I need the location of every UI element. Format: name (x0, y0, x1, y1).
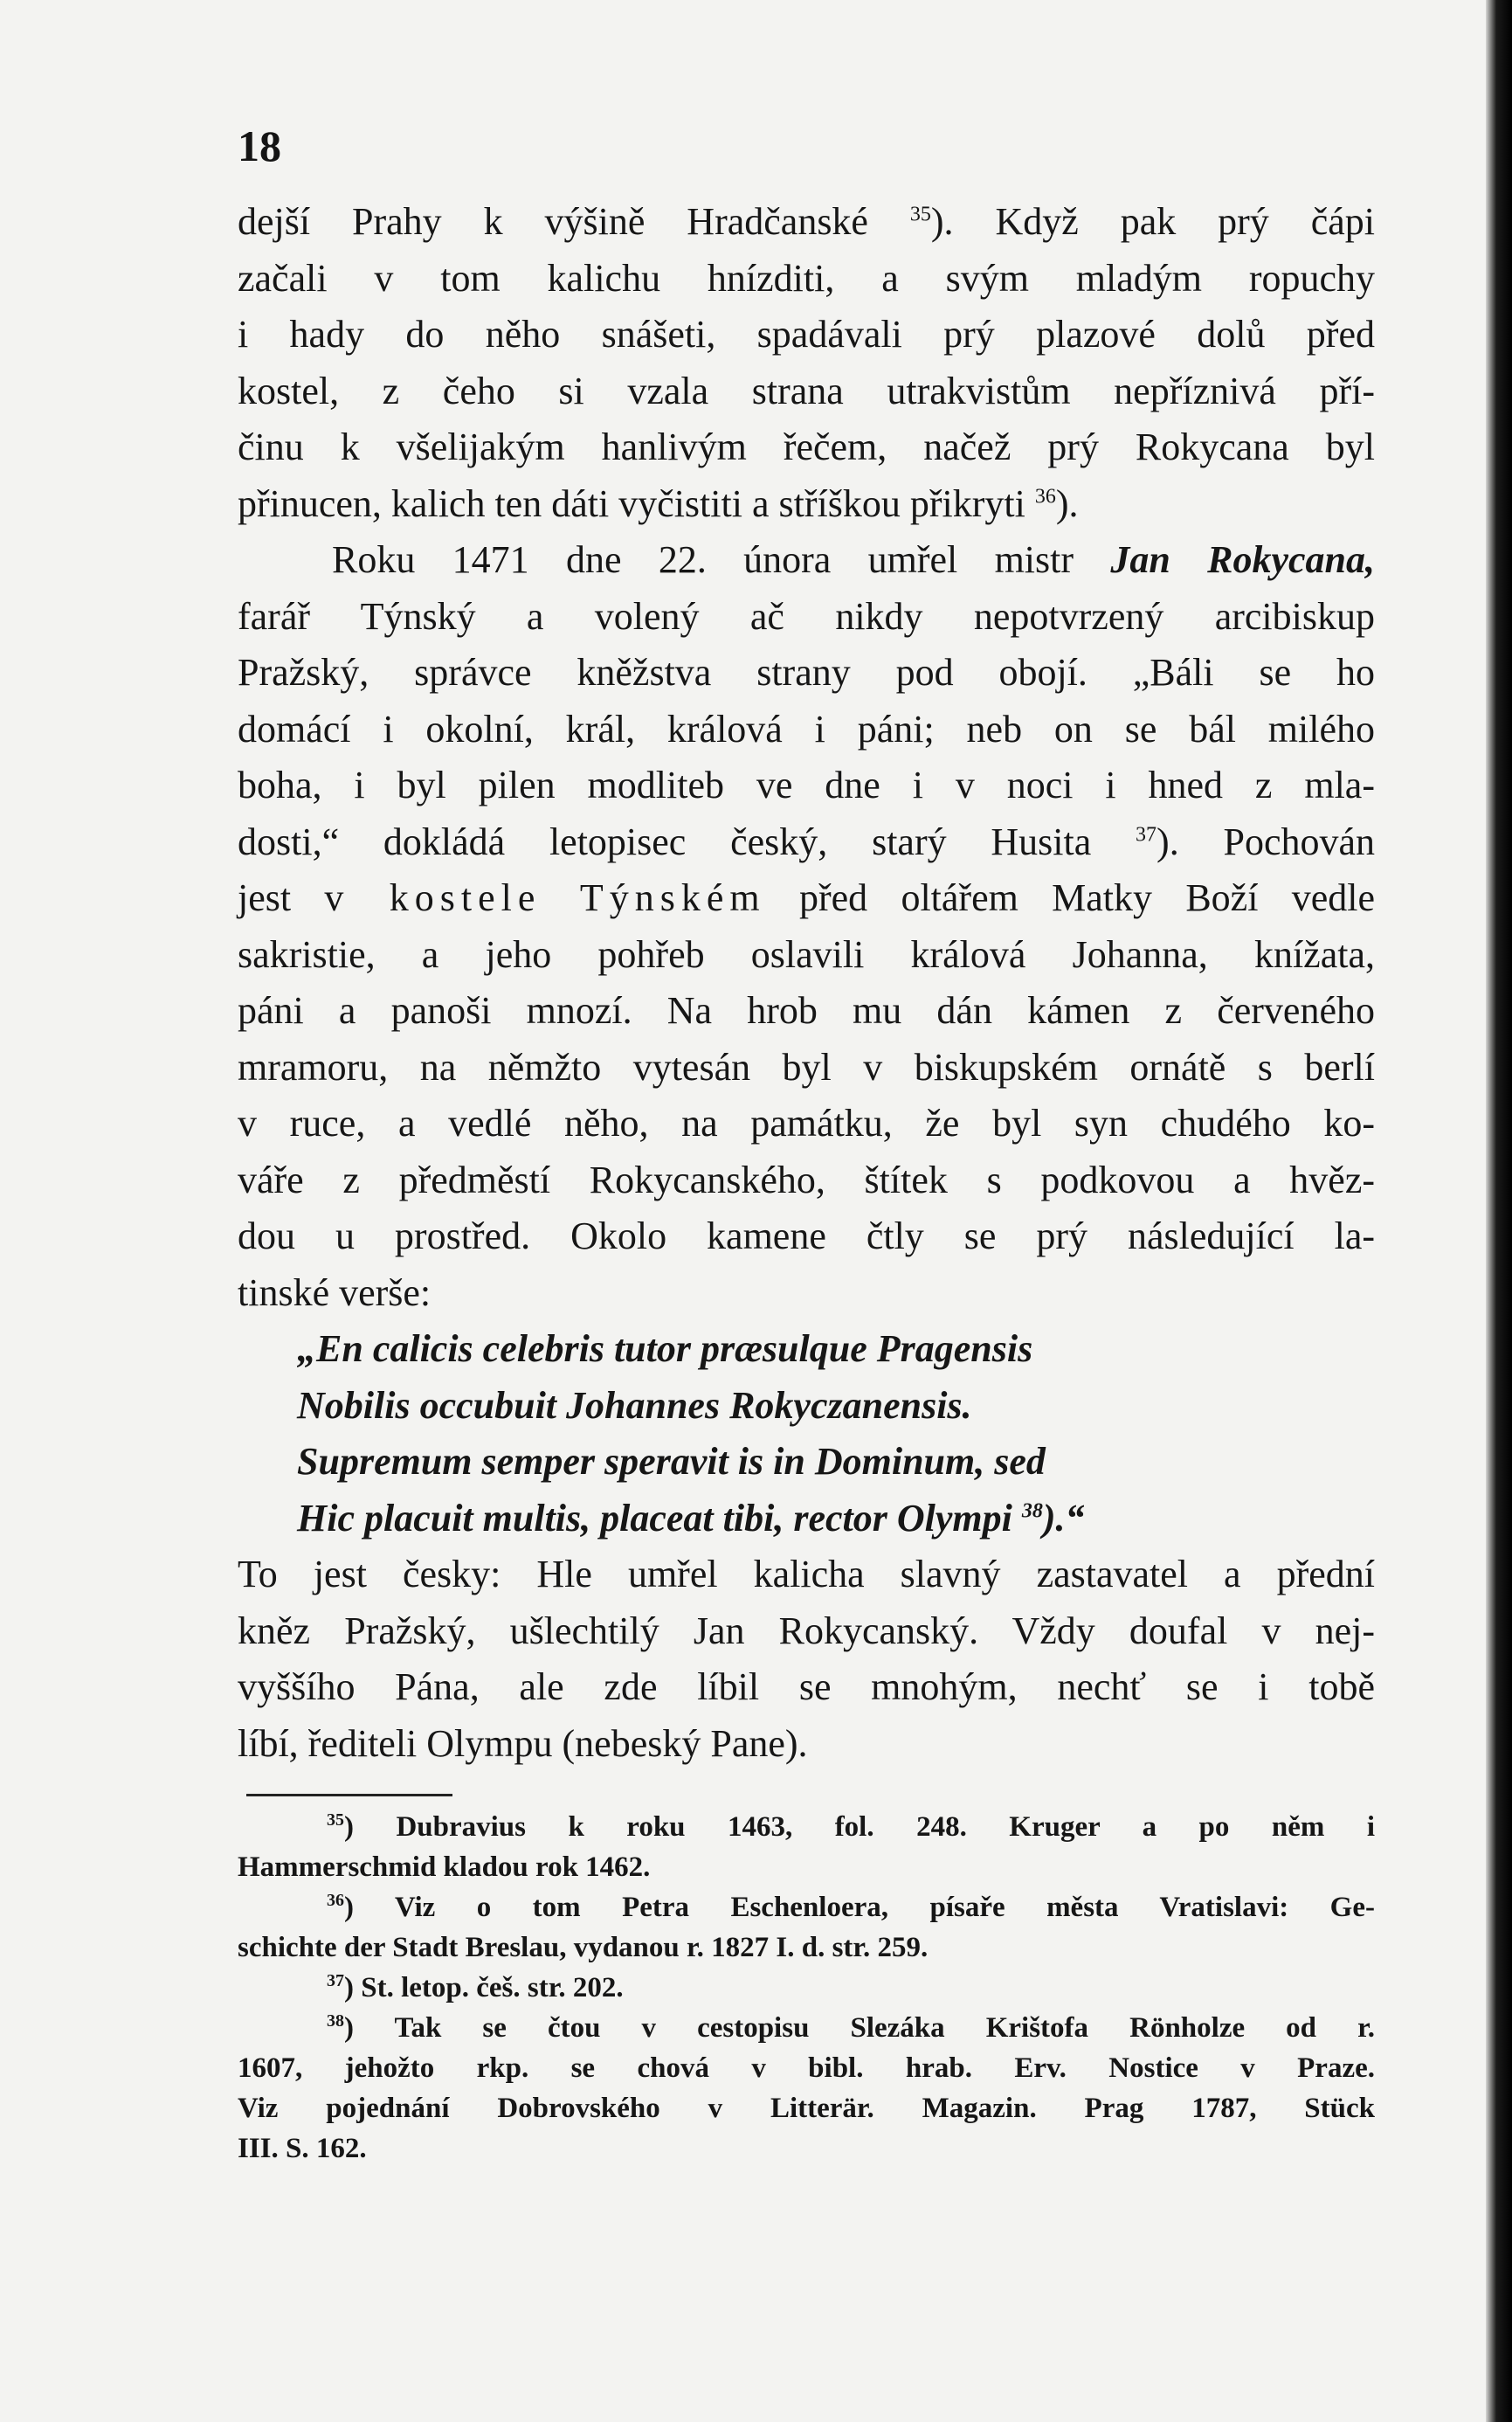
footnote-line: schichte der Stadt Breslau, vydanou r. 1827 I. d. str. 259. (238, 1932, 929, 1963)
text-line: i hady do něho snášeti, spadávali prý plazové dolů před (238, 313, 1375, 356)
verse-line: Hic placuit multis, placeat tibi, rector Olympi $^{38}$).“ (297, 1496, 1085, 1540)
footnote-line: III. S. 162. (238, 2133, 367, 2164)
text-line: kněz Pražský, ušlechtilý Jan Rokycanský. Vždy doufal v nej- (238, 1609, 1375, 1652)
verse-line: Nobilis occubuit Johannes Rokyczanensis. (297, 1383, 972, 1427)
text-line: To jest česky: Hle umřel kalicha slavný zastavatel a přední (238, 1553, 1375, 1595)
footnote-35: $^{35}$) Dubravius k roku 1463, fol. 248. Kruger a po něm i (327, 1810, 1375, 1843)
text-line: Roku 1471 dne 22. února umřel mistr Jan Rokycana, (332, 538, 1375, 581)
text-line: jest v kostele Týnském před oltářem Matky Boží vedle (238, 876, 1376, 919)
text-line: farář Týnský a volený ač nikdy nepotvrzený arcibiskup (238, 594, 1375, 638)
text-line: líbí, řediteli Olympu (nebeský Pane). (238, 1721, 808, 1765)
text-line: váře z předměstí Rokycanského, štítek s podkovou a hvěz- (238, 1158, 1375, 1201)
footnote-line: Hammerschmid kladou rok 1462. (238, 1851, 651, 1883)
footnote-37: $^{37}$) St. letop. češ. str. 202. (327, 1971, 624, 2003)
footnote-rule (246, 1794, 452, 1796)
text-line: v ruce, a vedlé něho, na památku, že byl syn chudého ko- (238, 1102, 1375, 1145)
text-line: domácí i okolní, král, králová i páni; neb on se bál milého (238, 707, 1375, 751)
text-line: boha, i byl pilen modliteb ve dne i v noci i hned z mla- (238, 764, 1375, 806)
main-text (238, 194, 1375, 1772)
text-line: dou u prostřed. Okolo kamene čtly se prý následující la- (238, 1214, 1375, 1257)
text-line: tinské verše: (238, 1270, 432, 1314)
text-line: začali v tom kalichu hnízditi, a svým mladým ropuchy (238, 256, 1375, 300)
footnote-line: Viz pojednání Dobrovského v Litterär. Magazin. Prag 1787, Stück (238, 2093, 1375, 2124)
text-line: přinucen, kalich ten dáti vyčistiti a stříškou přikryti $^{36}$). (238, 481, 1079, 525)
name-jan-rokycana: Jan Rokycana, (1110, 538, 1375, 581)
footnote-line: 1607, jehožto rkp. se chová v bibl. hrab. Erv. Nostice v Praze. (238, 2052, 1375, 2084)
book-edge (1486, 0, 1512, 2422)
text-line: páni a panoši mnozí. Na hrob mu dán kámen z červeného (238, 989, 1375, 1032)
text-line: dosti,“ dokládá letopisec český, starý Husita $^{37}$). Pochován (238, 820, 1376, 863)
text-line: sakristie, a jeho pohřeb oslavili králová Johanna, knížata, (238, 932, 1375, 976)
footnote-36: $^{36}$) Viz o tom Petra Eschenloera, písaře města Vratislavi: Ge- (327, 1891, 1375, 1923)
page-number: 18 (238, 121, 281, 170)
verse-line: „En calicis celebris tutor præsulque Pragensis (297, 1327, 1033, 1370)
text-line: kostel, z čeho si vzala strana utrakvistům nepříznivá pří- (238, 369, 1375, 412)
text-line: mramoru, na němžto vytesán byl v biskupském ornátě s berlí (238, 1045, 1375, 1089)
text-line: činu k všelijakým hanlivým řečem, načež prý Rokycana byl (238, 426, 1375, 468)
text-line: dejší Prahy k výšině Hradčanské $^{35}$). Když pak prý čápi (238, 200, 1375, 243)
verse-line: Supremum semper speravit is in Dominum, sed (297, 1440, 1046, 1483)
text-line: vyššího Pána, ale zde líbil se mnohým, nechť se i tobě (238, 1665, 1375, 1708)
footnote-38: $^{38}$) Tak se čtou v cestopisu Slezáka Krištofa Rönholze od r. (327, 2011, 1375, 2044)
text-line: Pražský, správce kněžstva strany pod obojí. „Báli se ho (238, 651, 1375, 694)
footnotes (238, 1807, 1375, 2169)
spaced-emphasis: v kostele Týnském (324, 876, 766, 919)
